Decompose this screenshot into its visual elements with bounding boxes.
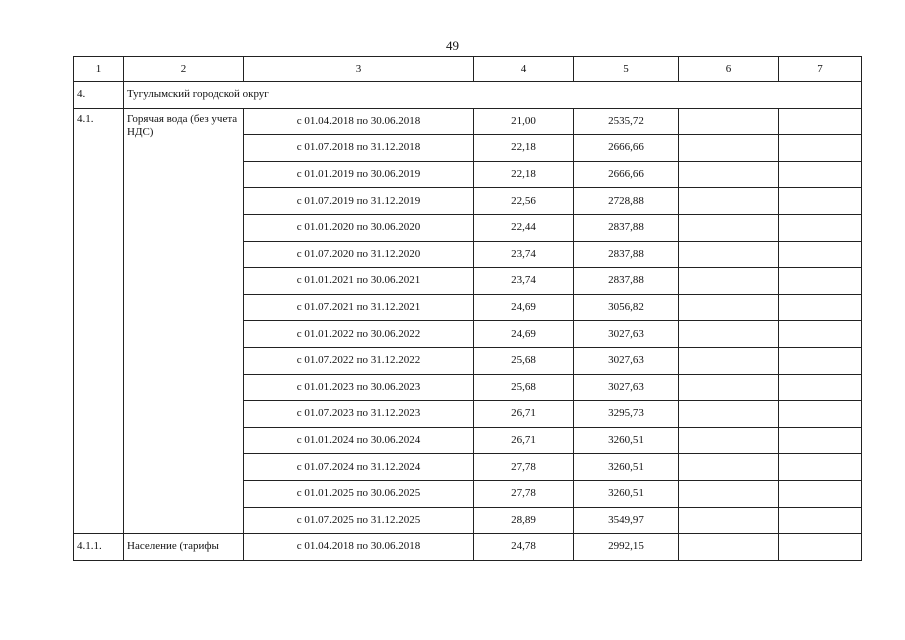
table-row bbox=[74, 108, 862, 135]
value-cell-col5: 3027,63 bbox=[574, 321, 679, 348]
value-cell-col7 bbox=[779, 401, 862, 428]
subgroup-name: Население (тарифы bbox=[124, 534, 244, 561]
value-cell-col7 bbox=[779, 427, 862, 454]
value-cell-col7 bbox=[779, 294, 862, 321]
value-cell-col4: 26,71 bbox=[474, 427, 574, 454]
value-cell-col5: 2535,72 bbox=[574, 108, 679, 135]
section-name: Тугулымский городской округ bbox=[124, 82, 862, 109]
group-name: Горячая вода (без учета НДС) bbox=[124, 108, 244, 534]
header-row bbox=[74, 57, 862, 82]
value-cell-col5: 2837,88 bbox=[574, 241, 679, 268]
value-cell-col7 bbox=[779, 454, 862, 481]
value-cell-col4: 27,78 bbox=[474, 454, 574, 481]
period-cell: с 01.07.2019 по 31.12.2019 bbox=[244, 188, 474, 215]
period-cell: с 01.01.2024 по 30.06.2024 bbox=[244, 427, 474, 454]
period-cell: с 01.07.2020 по 31.12.2020 bbox=[244, 241, 474, 268]
section-row bbox=[74, 82, 862, 109]
table-body bbox=[74, 57, 862, 561]
value-cell-col4: 23,74 bbox=[474, 268, 574, 295]
value-cell-col6 bbox=[679, 480, 779, 507]
value-cell-col4: 25,68 bbox=[474, 374, 574, 401]
value-cell-col4: 22,44 bbox=[474, 214, 574, 241]
value-cell-col6 bbox=[679, 188, 779, 215]
value-cell-col5: 3056,82 bbox=[574, 294, 679, 321]
value-cell-col5: 3549,97 bbox=[574, 507, 679, 534]
header-cell-1: 1 bbox=[74, 57, 124, 82]
value-cell-col4: 22,56 bbox=[474, 188, 574, 215]
value-cell-col7 bbox=[779, 161, 862, 188]
value-cell-col7 bbox=[779, 135, 862, 162]
value-cell-col6 bbox=[679, 294, 779, 321]
value-cell-col7 bbox=[779, 108, 862, 135]
value-cell-col6 bbox=[679, 135, 779, 162]
header-cell-4: 4 bbox=[474, 57, 574, 82]
subgroup-code: 4.1.1. bbox=[74, 534, 124, 561]
value-cell-col6 bbox=[679, 454, 779, 481]
value-cell-col4: 26,71 bbox=[474, 401, 574, 428]
period-cell: с 01.07.2022 по 31.12.2022 bbox=[244, 347, 474, 374]
section-code: 4. bbox=[74, 82, 124, 109]
value-cell-col5: 3027,63 bbox=[574, 347, 679, 374]
header-cell-7: 7 bbox=[779, 57, 862, 82]
value-cell-col4: 23,74 bbox=[474, 241, 574, 268]
value-cell-col4: 22,18 bbox=[474, 161, 574, 188]
period-cell: с 01.01.2020 по 30.06.2020 bbox=[244, 214, 474, 241]
value-cell-col6 bbox=[679, 401, 779, 428]
value-cell-col6 bbox=[679, 161, 779, 188]
value-cell-col5: 3260,51 bbox=[574, 480, 679, 507]
period-cell: с 01.07.2021 по 31.12.2021 bbox=[244, 294, 474, 321]
period-cell: с 01.01.2022 по 30.06.2022 bbox=[244, 321, 474, 348]
header-cell-6: 6 bbox=[679, 57, 779, 82]
value-cell-col7 bbox=[779, 188, 862, 215]
period-cell: с 01.04.2018 по 30.06.2018 bbox=[244, 108, 474, 135]
value-cell-col4: 24,78 bbox=[474, 534, 574, 561]
tariff-table bbox=[73, 56, 862, 561]
value-cell-col7 bbox=[779, 214, 862, 241]
value-cell-col6 bbox=[679, 374, 779, 401]
value-cell-col4: 27,78 bbox=[474, 480, 574, 507]
subgroup-row bbox=[74, 534, 862, 561]
header-cell-3: 3 bbox=[244, 57, 474, 82]
value-cell-col6 bbox=[679, 507, 779, 534]
period-cell: с 01.07.2025 по 31.12.2025 bbox=[244, 507, 474, 534]
value-cell-col6 bbox=[679, 347, 779, 374]
page-number: 49 bbox=[446, 38, 459, 53]
value-cell-col6 bbox=[679, 108, 779, 135]
value-cell-col5: 2837,88 bbox=[574, 268, 679, 295]
value-cell-col5: 3260,51 bbox=[574, 454, 679, 481]
value-cell-col6 bbox=[679, 268, 779, 295]
value-cell-col5: 2837,88 bbox=[574, 214, 679, 241]
value-cell-col4: 24,69 bbox=[474, 294, 574, 321]
value-cell-col7 bbox=[779, 347, 862, 374]
value-cell-col6 bbox=[679, 534, 779, 561]
value-cell-col7 bbox=[779, 241, 862, 268]
value-cell-col5: 2666,66 bbox=[574, 161, 679, 188]
value-cell-col4: 24,69 bbox=[474, 321, 574, 348]
value-cell-col5: 3027,63 bbox=[574, 374, 679, 401]
period-cell: с 01.01.2025 по 30.06.2025 bbox=[244, 480, 474, 507]
value-cell-col6 bbox=[679, 214, 779, 241]
value-cell-col6 bbox=[679, 427, 779, 454]
value-cell-col4: 28,89 bbox=[474, 507, 574, 534]
value-cell-col7 bbox=[779, 534, 862, 561]
value-cell-col4: 22,18 bbox=[474, 135, 574, 162]
value-cell-col7 bbox=[779, 321, 862, 348]
value-cell-col5: 2992,15 bbox=[574, 534, 679, 561]
period-cell: с 01.07.2023 по 31.12.2023 bbox=[244, 401, 474, 428]
period-cell: с 01.01.2021 по 30.06.2021 bbox=[244, 268, 474, 295]
value-cell-col5: 3260,51 bbox=[574, 427, 679, 454]
period-cell: с 01.04.2018 по 30.06.2018 bbox=[244, 534, 474, 561]
header-cell-5: 5 bbox=[574, 57, 679, 82]
period-cell: с 01.07.2024 по 31.12.2024 bbox=[244, 454, 474, 481]
value-cell-col7 bbox=[779, 374, 862, 401]
value-cell-col7 bbox=[779, 480, 862, 507]
value-cell-col5: 2666,66 bbox=[574, 135, 679, 162]
header-cell-2: 2 bbox=[124, 57, 244, 82]
value-cell-col6 bbox=[679, 321, 779, 348]
value-cell-col7 bbox=[779, 507, 862, 534]
value-cell-col5: 2728,88 bbox=[574, 188, 679, 215]
group-code: 4.1. bbox=[74, 108, 124, 534]
value-cell-col5: 3295,73 bbox=[574, 401, 679, 428]
period-cell: с 01.01.2023 по 30.06.2023 bbox=[244, 374, 474, 401]
period-cell: с 01.01.2019 по 30.06.2019 bbox=[244, 161, 474, 188]
value-cell-col6 bbox=[679, 241, 779, 268]
period-cell: с 01.07.2018 по 31.12.2018 bbox=[244, 135, 474, 162]
value-cell-col7 bbox=[779, 268, 862, 295]
value-cell-col4: 21,00 bbox=[474, 108, 574, 135]
value-cell-col4: 25,68 bbox=[474, 347, 574, 374]
